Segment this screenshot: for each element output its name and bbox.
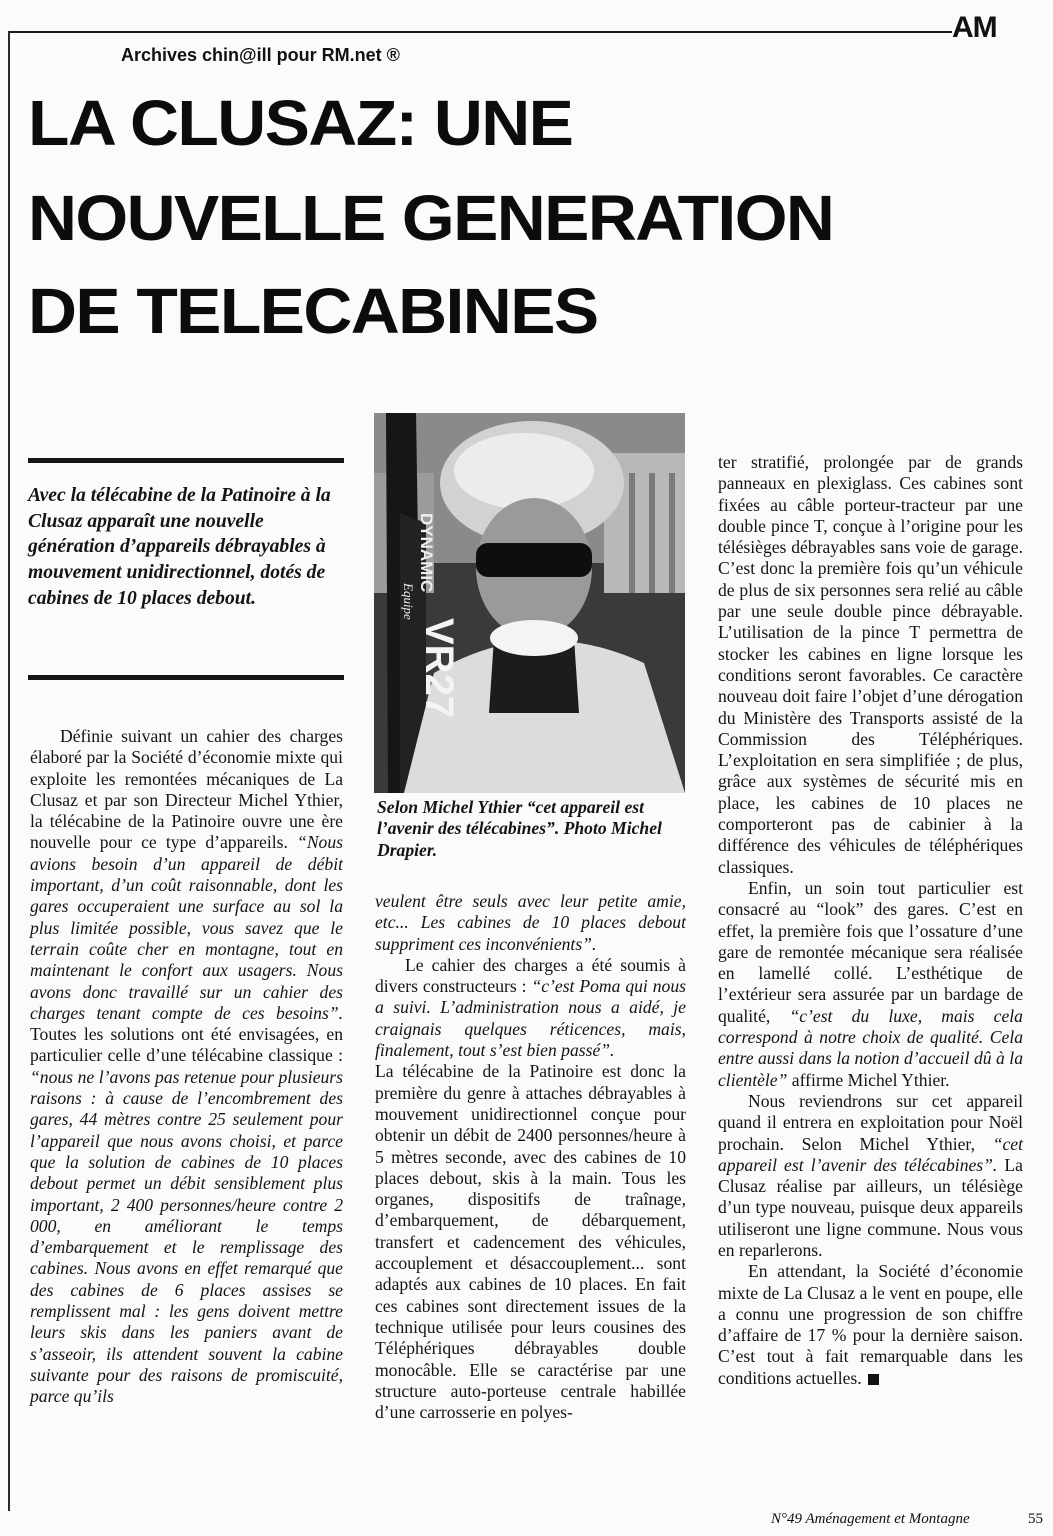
column2-paragraph-1 — [375, 891, 686, 955]
magazine-logo: AM — [952, 10, 1048, 46]
text-run: affirme Michel Ythier. — [787, 1069, 950, 1090]
quote-run: “c’est du luxe, mais cela correspond à notre choix de qualité. Cela entre aussi dans la notion d’accueil dû à la clientèle” — [718, 1005, 1023, 1090]
column3-paragraph-2 — [718, 878, 1023, 1091]
article-photo — [374, 413, 685, 793]
footer-issue: N°49 Aménagement et Montagne — [771, 1511, 970, 1527]
ski-brand-text: DYNAMIC — [417, 513, 436, 593]
lede-paragraph: Avec la télécabine de la Patinoire à la Clusaz apparaît une nouvelle génération d’appareils débrayables à mouvement unidirectionnel, dotés de cabines de 10 places debout. — [28, 485, 331, 609]
end-of-article-mark — [868, 1374, 879, 1385]
text-run: Toutes les solutions ont été envisagées, en particulier celle d’une télécabine classique : — [30, 1024, 343, 1066]
text-run: Le cahier des charges a été soumis à divers constructeurs : — [375, 954, 686, 997]
text-run: Nous reviendrons sur cet appareil quand il entrera en exploitation pour Noël prochain. Selon Michel Ythier, — [718, 1090, 1023, 1154]
left-margin-rule — [8, 31, 10, 1511]
quote-run: “nous ne l’avons pas retenue pour plusieurs raisons : à cause de l’encombrement des gares, 44 mètres contre 25 seulement pour l’appareil que nous avons choisi, et parce que la solution de cabines de 10 places debout permet un débit sensiblement plus important, 2 400 personnes/heure contre 2 000, en améliorant le temps d’embarquement et le remplissage des cabines. Nous avons en effet remarqué que des cabines de 6 places assises se remplissent mal : les gens doivent mettre leurs skis dans les paniers avant de s’asseoir, ils attendent souvent la cabine suivante pour des raisons de promiscuité, parce qu’ils — [30, 1066, 343, 1407]
header-rule — [8, 31, 952, 33]
quote-run: “Nous avions besoin d’un appareil de débit important, d’un coût raisonnable, dont les gares occuperaient une surface au sol la plus limitée possible, vous savez que le terrain coûte cher en montagne, tout en maintenant le confort aux usagers. Nous avons donc travaillé sur un cahier des charges tenant compte de ces besoins”. — [30, 832, 343, 1023]
text-run: En attendant, la Société d’économie mixte de La Clusaz a le vent en poupe, elle a connu une progression de son chiffre d’affaire de 17 % pour la dernière saison. C’est tout à fait remarquable dans les conditions actuelles. — [718, 1261, 1023, 1388]
quote-run: “cet appareil est l’avenir des télécabines”. — [718, 1133, 1023, 1175]
photo-caption: Selon Michel Ythier “cet appareil est l’avenir des télécabines”. Photo Michel Drapier. — [377, 797, 662, 860]
article-column-2 — [375, 891, 686, 1423]
column2-paragraph-2 — [375, 955, 686, 1061]
ski-sub-text: Equipe — [401, 583, 416, 620]
text-run: Définie suivant un cahier des charges élaboré par la Société d’économie mixte qui exploite les remontées mécaniques de La Clusaz et par son Directeur Michel Ythier, la télécabine de la Patinoire ouvre une ère nouvelle pour ce type d’appareils. — [30, 726, 343, 853]
article-column-3 — [718, 452, 1023, 1389]
lede-bottom-rule — [28, 675, 344, 680]
lede-top-rule — [28, 458, 344, 463]
column3-paragraph-1: ter stratifié, prolongée par de grands panneaux en plexiglass. Ces cabines sont fixées au câble porteur-tracteur par une double pince T, conçue à l’origine pour les télésièges débrayables sans voie de garage. C’est donc la première fois qu’un véhicule de plus de six personnes sera relié au câble par une seule double pince débrayable. L’utilisation de la pince T permettra de stocker les cabines en ligne lorsque les conditions seront favorables. Ce caractère nouveau doit faire l’objet d’une dérogation du Ministère des Transports assisté de la Commission des Téléphériques. L’exploitation en sera simplifiée ; de plus, grâce aux systèmes de sécurité mis en place, les cabines de 10 places ne comporteront pas de cabinier à la différence des véhicules de téléphériques classiques. — [718, 452, 1023, 877]
archive-credit: Archives chin@ill pour RM.net ® — [121, 45, 400, 65]
headline-line-2: NOUVELLE GENERATION — [28, 182, 834, 254]
column3-paragraph-4 — [718, 1261, 1023, 1389]
column2-paragraph-3: La télécabine de la Patinoire est donc la première du genre à attaches débrayables à mouvement unidirectionnel conçue pour obtenir un débit de 2400 personnes/heure à 5 mètres seconde, avec des cabines de 10 places debout, skis à la main. Tous les organes, dispositifs de traînage, d’embarquement, de débarquement, transfert et cadencement des véhicules, accouplement et désaccouplement... sont adaptés aux cabines de 10 places. En fait ces cabines sont directement issues de la technique utilisée pour leurs cousines des Téléphériques débrayables double monocâble. Elle se caractérise par une structure auto-porteuse centrale habillée d’une carrosserie en polyes- — [375, 1061, 686, 1423]
quote-run: veulent être seuls avec leur petite amie, etc... Les cabines de 10 places debout suppriment ces inconvénients”. — [375, 891, 686, 954]
column1-paragraph — [30, 726, 343, 1408]
column3-paragraph-3 — [718, 1091, 1023, 1261]
text-run: La Clusaz réalise par ailleurs, un télésiège d’un type nouveau, puisque deux appareils utiliseront une ligne commune. Nous vous en reparlerons. — [718, 1154, 1023, 1260]
headline-line-3: DE TELECABINES — [28, 275, 598, 347]
photo-michel-ythier — [374, 413, 685, 793]
ski-model-text: VR27 — [417, 618, 461, 719]
page-number: 55 — [1028, 1511, 1043, 1527]
article-column-1 — [30, 726, 343, 1408]
quote-run: “c’est Poma qui nous a suivi. L’administration nous a aidé, je craignais quelques réticences, mais, finalement, tout s’est bien passé”. — [375, 976, 686, 1061]
text-run: Enfin, un soin tout particulier est consacré au “look” des gares. C’est en effet, la première fois que l’ossature d’une gare de remontée mécanique sera réalisée en lamellé collé. L’esthétique de l’extérieur sera assurée par un bardage de qualité, — [718, 877, 1023, 1026]
headline-line-1: LA CLUSAZ: UNE — [28, 87, 573, 159]
